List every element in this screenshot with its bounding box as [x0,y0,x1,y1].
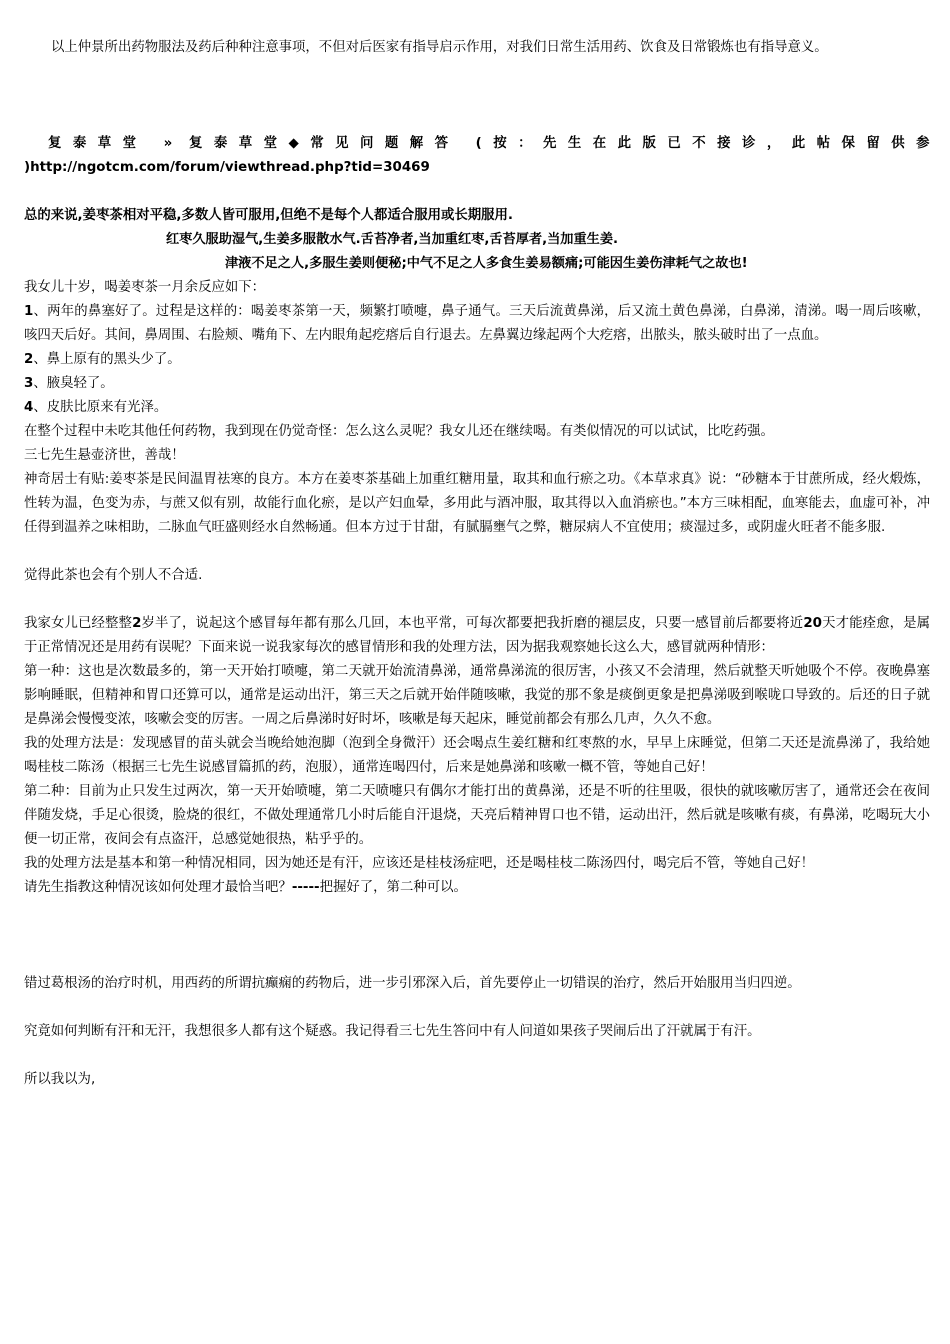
paragraph-process: 在整个过程中未吃其他任何药物，我到现在仍觉奇怪：怎么这么灵呢？我女儿还在继续喝。有类似情况的可以试试，比吃药强。 [24,424,774,439]
list-item-2 [24,348,930,372]
paragraph-not-suitable: 觉得此茶也会有个别人不合适. [24,568,203,583]
paragraph-summary: 总的来说,姜枣茶相对平稳,多数人皆可服用,但绝不是每个人都适合服用或长期服用. [24,208,514,223]
list-text: 、腋臭轻了。 [33,376,114,391]
paragraph-cold-intro [24,612,930,660]
paragraph-type-2: 第二种：目前为止只发生过两次，第一天开始喷嚏，第二天喷嚏只有偶尔才能打出的黄鼻涕，还是不听的往里吸，很快的就咳嗽厉害了，通常还会在夜间伴随发烧，手足心很烫，脸烧的很红，不做处理通常几小时后能自汗退烧，天亮后精神胃口也不错，运动出汗，然后就是咳嗽有痰，有鼻涕，吃喝玩大小便一切正常，夜间会有点盗汗，总感觉她很热，粘乎乎的。 [24,784,930,847]
list-item-4 [24,396,930,420]
list-number: 3 [24,376,34,391]
paragraph-caution-1: 红枣久服助湿气,生姜多服散水气.舌苔净者,当加重红枣,舌苔厚者,当加重生姜. [166,232,619,247]
paragraph-praise: 三七先生悬壶济世，善哉！ [24,448,185,463]
paragraph-method-2: 我的处理方法是基本和第一种情况相同，因为她还是有汗，应该还是桂枝汤症吧，还是喝桂枝二陈汤四付，喝完后不管，等她自己好！ [24,856,815,871]
paragraph-ask [24,876,930,900]
list-number: 1 [24,304,34,319]
paragraph-type-1: 第一种：这也是次数最多的，第一天开始打喷嚏，第二天就开始流清鼻涕，通常鼻涕流的很厉害，小孩又不会清理，然后就整天听她吸个不停。夜晚鼻塞影响睡眠，但精神和胃口还算可以，通常是运动出汗，第三天之后就开始伴随咳嗽，我觉的那不象是痰倒更象是把鼻涕吸到喉咙口导致的。后还的日子就是鼻涕会慢慢变浓，咳嗽会变的厉害。一周之后鼻涕时好时坏，咳嗽是每天起床，睡觉前都会有那么几声，久久不愈。 [24,664,930,727]
list-number: 4 [24,400,34,415]
paragraph-shenqi: 神奇居士有贴:姜枣茶是民间温胃祛寒的良方。本方在姜枣茶基础上加重红糖用量，取其和血行瘀之功。《本草求真》说：“砂糖本于甘蔗所成，经火煅炼，性转为温，色变为赤，与蔗又似有别，故能行血化瘀，是以产妇血晕，多用此与酒冲服，取其得以入血消瘀也。”本方三味相配，血寒能去，血虚可补，冲任得到温养之味相助，二脉血气旺盛则经水自然畅通。但本方过于甘甜，有腻膈壅气之弊，糖尿病人不宜使用；痰湿过多，或阴虚火旺者不能多服. [24,472,930,535]
cold-text-c: 天才能痊愈，是属于正常情况还是用药有误呢？下面来说一说我家每次的感冒情形和我的处理方法，因为据我观察她长这么大，感冒就两种情形： [24,616,931,655]
paragraph-sweat: 究竟如何判断有汗和无汗，我想很多人都有这个疑惑。我记得看三七先生答问中有人问道如果孩子哭闹后出了汗就属于有汗。 [24,1024,761,1039]
cold-text-a: 我家女儿已经整整 [24,616,133,631]
list-number: 2 [24,352,34,367]
cold-age: 2 [132,616,142,631]
document-page [24,0,930,1092]
ask-dash: ----- [291,880,320,895]
paragraph-method-1: 我的处理方法是：发现感冒的苗头就会当晚给她泡脚（泡到全身微汗）还会喝点生姜红糖和红枣熬的水，早早上床睡觉，但第二天还是流鼻涕了，我给她喝桂枝二陈汤（根据三七先生说感冒篇抓的药，泡服），通常连喝四付，后来是她鼻涕和咳嗽一概不管，等她自己好！ [24,736,930,775]
paragraph-conclusion: 所以我以为, [24,1072,96,1087]
list-text: 、两年的鼻塞好了。过程是这样的：喝姜枣茶第一天，频繁打喷嚏，鼻子通气。三天后流黄鼻涕，后又流土黄色鼻涕，白鼻涕，清涕。喝一周后咳嗽，咳四天后好。其间，鼻周围、右脸颊、嘴角下、左内眼角起疙瘩后自行退去。左鼻翼边缘起两个大疙瘩，出脓头，脓头破时出了一点血。 [24,304,930,343]
cold-days: 20 [803,616,822,631]
list-text: 、皮肤比原来有光泽。 [33,400,168,415]
paragraph-daughter-intro: 我女儿十岁，喝姜枣茶一月余反应如下： [24,280,266,295]
source-link[interactable]: )http://ngotcm.com/forum/viewthread.php?tid=30469 [24,160,430,175]
list-item-3 [24,372,930,396]
paragraph-caution-2: 津液不足之人,多服生姜则便秘;中气不足之人多食生姜易额痛;可能因生姜伤津耗气之故也! [225,256,748,271]
source-line: 复泰草堂 » 复泰草堂◆常见问题解答 (按：先生在此版已不接诊，此帖保留供参 [48,136,930,151]
paragraph-intro: 以上仲景所出药物服法及药后种种注意事项，不但对后医家有指导启示作用，对我们日常生活用药、饮食及日常锻炼也有指导意义。 [51,40,828,55]
paragraph-gegen: 错过葛根汤的治疗时机，用西药的所谓抗癫痫的药物后，进一步引邪深入后，首先要停止一切错误的治疗，然后开始服用当归四逆。 [24,976,801,991]
list-text: 、鼻上原有的黑头少了。 [33,352,181,367]
list-item-1 [24,300,930,348]
ask-reply: 把握好了，第二种可以。 [319,880,467,895]
cold-text-b: 岁半了，说起这个感冒每年都有那么几回，本也平常，可每次都要把我折磨的褪层皮，只要一感冒前后都要将近 [141,616,804,631]
ask-text: 请先生指教这种情况该如何处理才最恰当吧？ [24,880,292,895]
